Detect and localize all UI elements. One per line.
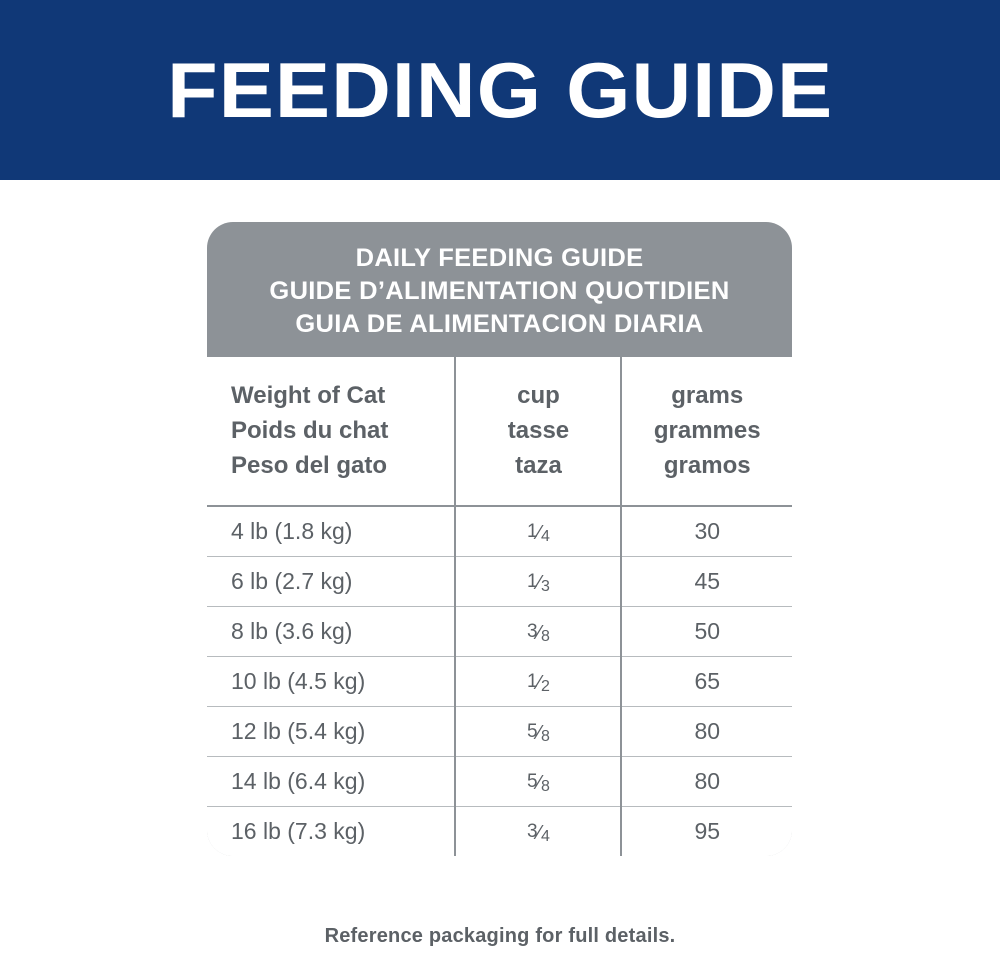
fraction-denominator: 8: [540, 778, 550, 796]
column-header-weight-es: Peso del gato: [231, 451, 388, 479]
page-title: FEEDING GUIDE: [166, 46, 834, 134]
cell-grams: 45: [621, 557, 792, 607]
fraction-slash: ⁄: [537, 522, 541, 545]
column-header-cup-fr: tasse: [507, 416, 570, 444]
column-header-grams-en: grams: [671, 382, 744, 409]
fraction-slash: ⁄: [537, 672, 541, 695]
cell-weight: 12 lb (5.4 kg): [207, 707, 455, 757]
cell-grams: 30: [621, 506, 792, 557]
fraction-denominator: 2: [540, 678, 550, 696]
fraction-numerator: 5: [527, 721, 538, 743]
column-header-grams: [621, 357, 792, 506]
column-header-cup-es: taza: [515, 451, 562, 479]
column-header-weight-en: Weight of Cat: [231, 382, 386, 409]
cell-cup: [455, 807, 621, 857]
cell-weight: 14 lb (6.4 kg): [207, 757, 455, 807]
table-row: [207, 506, 792, 557]
column-header-cup: [455, 357, 621, 506]
fraction: [527, 671, 550, 696]
header-banner: [0, 0, 1000, 180]
fraction: [527, 821, 550, 846]
fraction-slash: ⁄: [537, 572, 541, 595]
cell-grams: 80: [621, 707, 792, 757]
card-heading-line-fr: GUIDE D’ALIMENTATION QUOTIDIEN: [269, 277, 730, 305]
fraction-numerator: 3: [527, 821, 538, 843]
fraction: [527, 621, 550, 646]
fraction-numerator: 5: [527, 771, 538, 793]
table-row: [207, 757, 792, 807]
fraction-denominator: 3: [540, 578, 550, 596]
table-header: [207, 357, 792, 506]
cell-grams: 80: [621, 757, 792, 807]
card-heading: [207, 222, 792, 357]
fraction-denominator: 4: [540, 828, 550, 846]
column-header-cup-en: cup: [517, 382, 560, 409]
cell-weight: 4 lb (1.8 kg): [207, 506, 455, 557]
fraction-slash: ⁄: [537, 722, 541, 745]
fraction: [527, 571, 550, 596]
fraction-denominator: 8: [540, 728, 550, 746]
card-heading-line-en: DAILY FEEDING GUIDE: [355, 244, 644, 272]
cell-cup: [455, 557, 621, 607]
cell-grams: 95: [621, 807, 792, 857]
column-header-grams-fr: grammes: [653, 416, 761, 444]
table-row: [207, 807, 792, 857]
table-body: [207, 506, 792, 856]
cell-cup: [455, 607, 621, 657]
table-row: [207, 607, 792, 657]
column-header-weight-fr: Poids du chat: [231, 416, 389, 444]
fraction-slash: ⁄: [537, 822, 541, 845]
fraction-numerator: 1: [527, 571, 538, 593]
footnote: Reference packaging for full details.: [324, 925, 676, 947]
fraction-numerator: 3: [527, 621, 538, 643]
cell-weight: 16 lb (7.3 kg): [207, 807, 455, 857]
fraction-denominator: 8: [540, 628, 550, 646]
fraction-denominator: 4: [540, 528, 550, 546]
table-row: [207, 707, 792, 757]
cell-cup: [455, 506, 621, 557]
fraction: [527, 521, 550, 546]
cell-cup: [455, 707, 621, 757]
cell-cup: [455, 757, 621, 807]
table-row: [207, 657, 792, 707]
fraction: [527, 771, 550, 796]
fraction: [527, 721, 550, 746]
column-header-grams-es: gramos: [663, 451, 751, 479]
daily-feeding-guide-card: [207, 222, 792, 856]
table-row: [207, 557, 792, 607]
fraction-slash: ⁄: [537, 622, 541, 645]
fraction-slash: ⁄: [537, 772, 541, 795]
fraction-numerator: 1: [527, 671, 538, 693]
column-header-weight: [207, 357, 455, 506]
card-heading-line-es: GUIA DE ALIMENTACION DIARIA: [295, 310, 704, 338]
cell-grams: 50: [621, 607, 792, 657]
feeding-table: [207, 357, 792, 856]
table-header-row: [207, 357, 792, 506]
cell-weight: 10 lb (4.5 kg): [207, 657, 455, 707]
cell-weight: 8 lb (3.6 kg): [207, 607, 455, 657]
cell-grams: 65: [621, 657, 792, 707]
cell-weight: 6 lb (2.7 kg): [207, 557, 455, 607]
cell-cup: [455, 657, 621, 707]
fraction-numerator: 1: [527, 521, 538, 543]
